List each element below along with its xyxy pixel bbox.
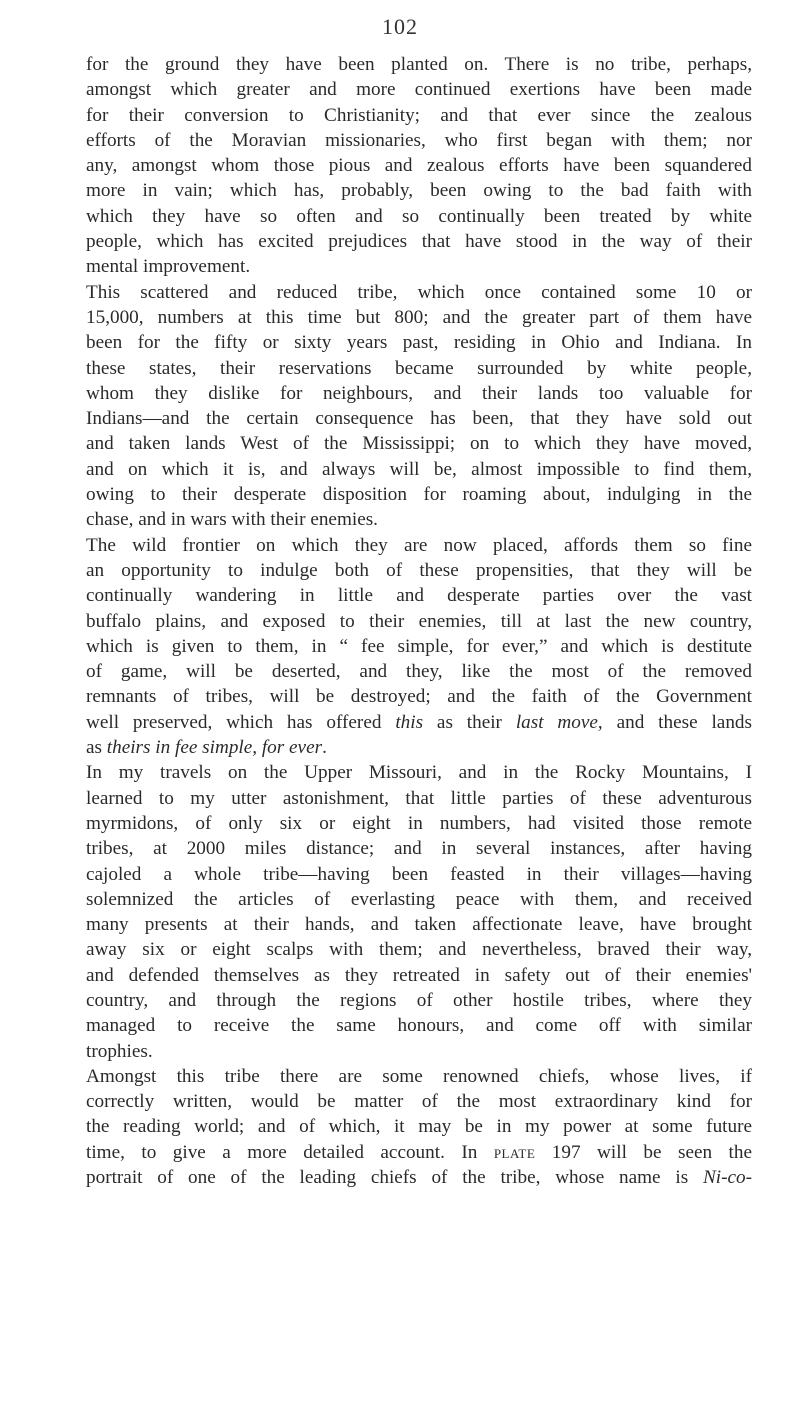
plate-reference: plate [493,1141,536,1163]
text-run: well preserved, which has offered [86,711,396,733]
text-line: for the ground they have been planted on. There is no tribe, perhaps, [86,54,752,75]
body-text [86,52,752,1190]
text-line: 15,000, numbers at this time but 800; and the greater part of them have [86,306,752,328]
text-line: the reading world; and of which, it may be in my power at some future [86,1116,752,1138]
text-line: efforts of the Moravian missionaries, who first began with them; nor [86,129,752,151]
page-number: 102 [382,14,418,39]
italic-run: theirs in fee simple, for ever [106,737,323,759]
text-line: The wild frontier on which they are now placed, affords them so fine [86,534,752,556]
text-line: these states, their reservations became surrounded by white people, [86,357,752,379]
text-run: as their [423,711,516,733]
text-line: chase, and in wars with their enemies. [86,509,378,531]
text-line-mixed [86,1140,752,1165]
text-line: and taken lands West of the Mississippi; on to which they have moved, [86,433,752,455]
italic-run: this [395,711,424,733]
text-line: tribes, at 2000 miles distance; and in several instances, after having [86,838,752,860]
text-line: Indians—and the certain consequence has been, that they have sold out [86,408,752,430]
text-line: Amongst this tribe there are some renowned chiefs, whose lives, if [86,1065,752,1087]
text-run: , and these lands [597,711,752,733]
text-line-mixed [86,1165,752,1190]
text-line: any, amongst whom those pious and zealous efforts have been squandered [86,155,752,177]
text-line-mixed [86,710,752,735]
text-line-mixed [86,735,752,760]
text-line: of game, will be deserted, and they, like the most of the removed [86,661,752,683]
text-line: and on which it is, and always will be, almost impossible to find them, [86,458,752,480]
italic-run: Ni-co- [702,1167,752,1189]
text-line: people, which has excited prejudices that have stood in the way of their [86,231,752,253]
text-line: continually wandering in little and desperate parties over the vast [86,585,752,607]
text-line: buffalo plains, and exposed to their enemies, till at last the new country, [86,610,752,632]
text-run: portrait of one of the leading chiefs of the tribe, whose name is [86,1167,703,1189]
text-line: for their conversion to Christianity; and that ever since the zealous [86,104,752,126]
text-line: remnants of tribes, will be destroyed; and the faith of the Government [86,686,752,708]
text-line: which is given to them, in “ fee simple, for ever,” and which is destitute [86,635,752,657]
text-line: solemnized the articles of everlasting peace with them, and received [86,888,752,910]
text-line: away six or eight scalps with them; and nevertheless, braved their way, [86,939,752,961]
text-run: . [322,737,327,759]
text-line: many presents at their hands, and taken affectionate leave, have brought [86,914,752,936]
text-line: trophies. [86,1040,153,1062]
text-line: This scattered and reduced tribe, which once contained some 10 or [86,281,752,303]
text-line: In my travels on the Upper Missouri, and in the Rocky Mountains, I [86,762,752,784]
text-line: amongst which greater and more continued exertions have been made [86,79,752,101]
text-line: country, and through the regions of other hostile tribes, where they [86,989,752,1011]
text-line: which they have so often and so continually been treated by white [86,205,752,227]
text-line: an opportunity to indulge both of these propensities, that they will be [86,559,752,581]
text-line: been for the fifty or sixty years past, residing in Ohio and Indiana. In [86,332,752,354]
text-run: 197 will be seen the [535,1141,752,1163]
text-run: time, to give a more detailed account. In [86,1141,494,1163]
text-line: cajoled a whole tribe—having been feasted in their villages—having [86,863,752,885]
text-line: mental improvement. [86,256,251,278]
text-line: myrmidons, of only six or eight in numbers, had visited those remote [86,812,752,834]
text-line: learned to my utter astonishment, that little parties of these adventurous [86,787,752,809]
text-line: more in vain; which has, probably, been owing to the bad faith with [86,180,752,202]
text-line: correctly written, would be matter of the most extraordinary kind for [86,1091,752,1113]
text-line: managed to receive the same honours, and come off with similar [86,1015,752,1037]
text-line: and defended themselves as they retreated in safety out of their enemies' [86,964,752,986]
italic-run: last move [515,711,598,733]
text-line: owing to their desperate disposition for roaming about, indulging in the [86,484,752,506]
text-line: whom they dislike for neighbours, and their lands too valuable for [86,382,752,404]
text-run: as [86,737,107,759]
